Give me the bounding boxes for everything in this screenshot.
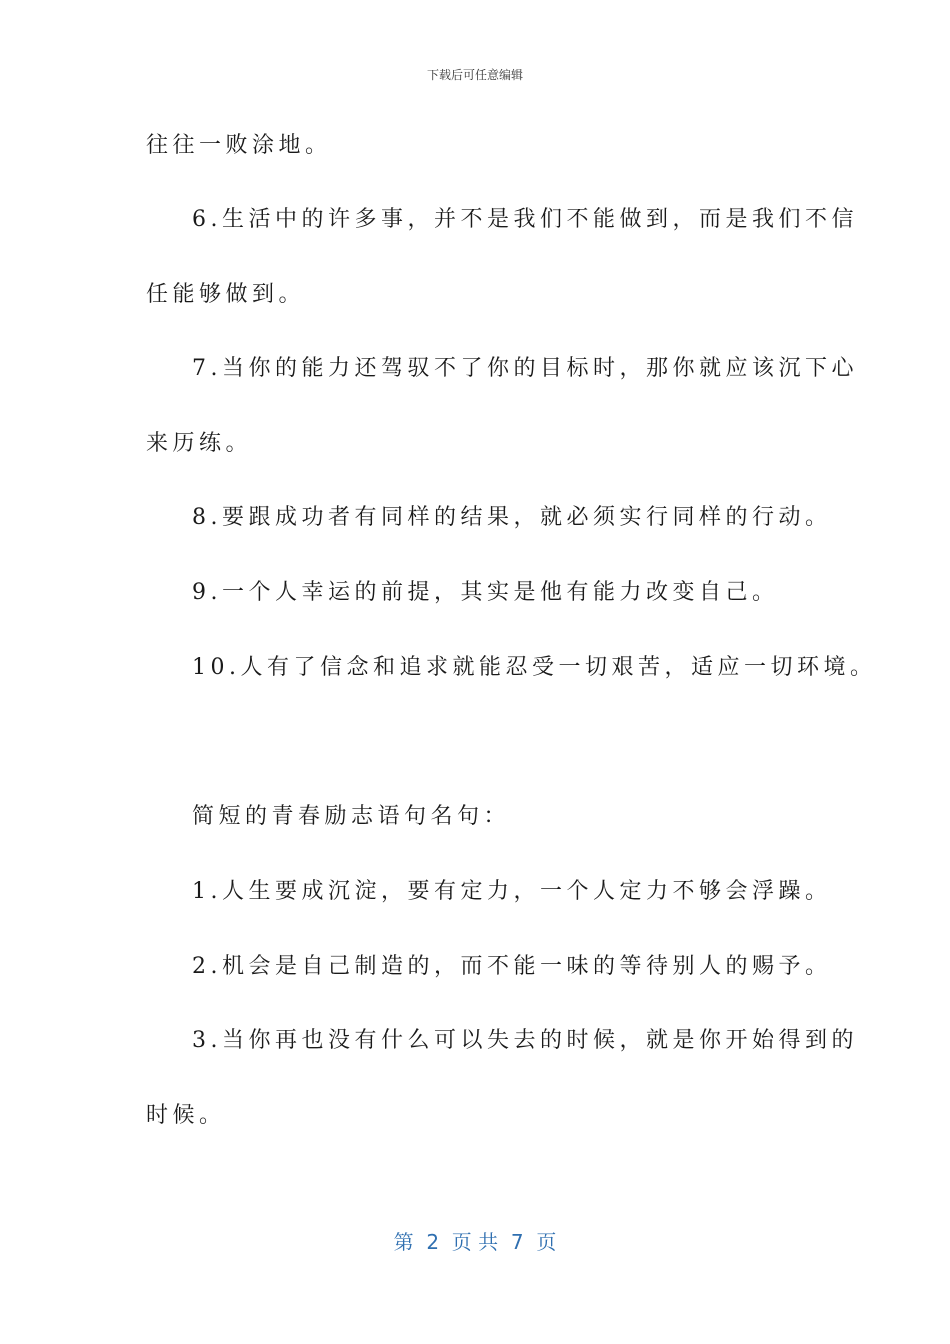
text-line: 时候。 bbox=[146, 1103, 226, 1128]
text-line: 来历练。 bbox=[146, 431, 253, 456]
text-line: 往往一败涂地。 bbox=[146, 133, 332, 158]
page-header: 下载后可任意编辑 bbox=[426, 68, 523, 82]
text-line: 10.人有了信念和追求就能忍受一切艰苦，适应一切环境。 bbox=[192, 655, 877, 680]
page-number: 第 2 页 共 7 页 bbox=[393, 1230, 557, 1254]
text-line: 7.当你的能力还驾驭不了你的目标时，那你就应该沉下心 bbox=[192, 356, 858, 381]
text-line: 1.人生要成沉淀，要有定力，一个人定力不够会浮躁。 bbox=[192, 879, 832, 904]
section-heading: 简短的青春励志语句名句： bbox=[192, 804, 511, 829]
text-line: 8.要跟成功者有同样的结果，就必须实行同样的行动。 bbox=[192, 505, 832, 530]
text-line: 9.一个人幸运的前提，其实是他有能力改变自己。 bbox=[192, 580, 779, 605]
text-line: 任能够做到。 bbox=[146, 282, 306, 307]
text-line: 2.机会是自己制造的，而不能一味的等待别人的赐予。 bbox=[192, 954, 832, 979]
text-line: 6.生活中的许多事，并不是我们不能做到，而是我们不信 bbox=[192, 207, 858, 232]
text-line: 3.当你再也没有什么可以失去的时候，就是你开始得到的 bbox=[192, 1028, 858, 1053]
